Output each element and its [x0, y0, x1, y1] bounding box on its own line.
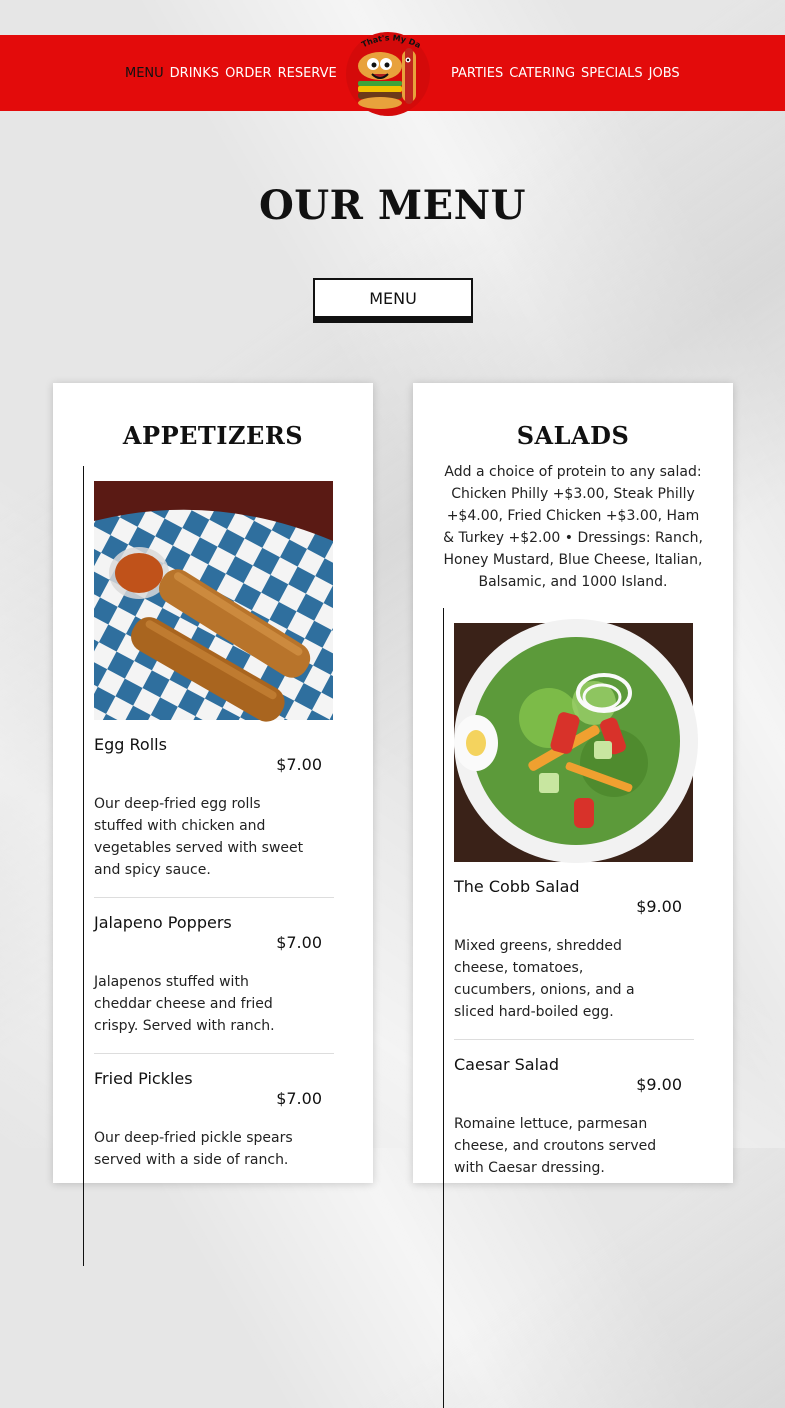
item-name: The Cobb Salad — [454, 877, 580, 896]
nav-link-menu[interactable]: MENU — [125, 65, 164, 81]
nav-link-reserve[interactable]: RESERVE — [277, 65, 337, 81]
item-price: $7.00 — [276, 933, 322, 952]
nav-link-order[interactable]: ORDER — [225, 65, 272, 81]
restaurant-logo[interactable] — [342, 26, 434, 118]
page-title: OUR MENU — [258, 182, 527, 229]
nav-link-catering[interactable]: CATERING — [509, 65, 576, 81]
appetizers-card — [53, 383, 373, 1183]
item-description: Mixed greens, shredded cheese, tomatoes, cucumbers, onions, and a sliced hard-boiled egg. — [454, 938, 635, 1020]
item-price: $7.00 — [276, 1089, 322, 1108]
nav-link-drinks[interactable]: DRINKS — [169, 65, 220, 81]
menu-dropdown-button[interactable]: MENU — [313, 278, 473, 323]
salads-list — [454, 623, 694, 1179]
egg-rolls-photo — [94, 481, 333, 720]
item-name: Jalapeno Poppers — [94, 913, 232, 932]
item-name: Caesar Salad — [454, 1055, 559, 1074]
nav-left-group — [125, 35, 337, 111]
item-name: Fried Pickles — [94, 1069, 193, 1088]
salads-heading: SALADS — [516, 421, 630, 450]
item-name: Egg Rolls — [94, 735, 167, 754]
nav-link-specials[interactable]: SPECIALS — [581, 65, 643, 81]
item-description: Our deep-fried pickle spears served with a side of ranch. — [94, 1130, 293, 1168]
item-description: Romaine lettuce, parmesan cheese, and croutons served with Caesar dressing. — [454, 1116, 657, 1176]
item-price: $7.00 — [276, 755, 322, 774]
appetizers-list — [94, 481, 334, 1171]
item-description: Jalapenos stuffed with cheddar cheese and fried crispy. Served with ranch. — [94, 974, 275, 1034]
cobb-salad-photo — [454, 623, 693, 862]
nav-right-group — [451, 35, 680, 111]
nav-link-parties[interactable]: PARTIES — [451, 65, 504, 81]
salads-card — [413, 383, 733, 1183]
salads-description: Add a choice of protein to any salad: Chicken Philly +$3.00, Steak Philly +$4.00, Fried Chicken +$3.00, Ham & Turkey +$2.00 • Dressings: Ranch, Honey Mustard, Blue Cheese, Italian, Balsamic, and 1000 Island. — [443, 464, 703, 590]
item-price: $9.00 — [636, 897, 682, 916]
section-rule — [83, 466, 84, 1266]
appetizers-heading: APPETIZERS — [122, 421, 304, 450]
nav-link-jobs[interactable]: JOBS — [648, 65, 680, 81]
item-divider — [94, 897, 334, 898]
item-price: $9.00 — [636, 1075, 682, 1094]
item-divider — [94, 1053, 334, 1054]
logo-text: That's My Da — [360, 33, 423, 51]
item-divider — [454, 1039, 694, 1040]
item-description: Our deep-fried egg rolls stuffed with chicken and vegetables served with sweet and spicy sauce. — [94, 796, 304, 878]
section-rule — [443, 608, 444, 1408]
